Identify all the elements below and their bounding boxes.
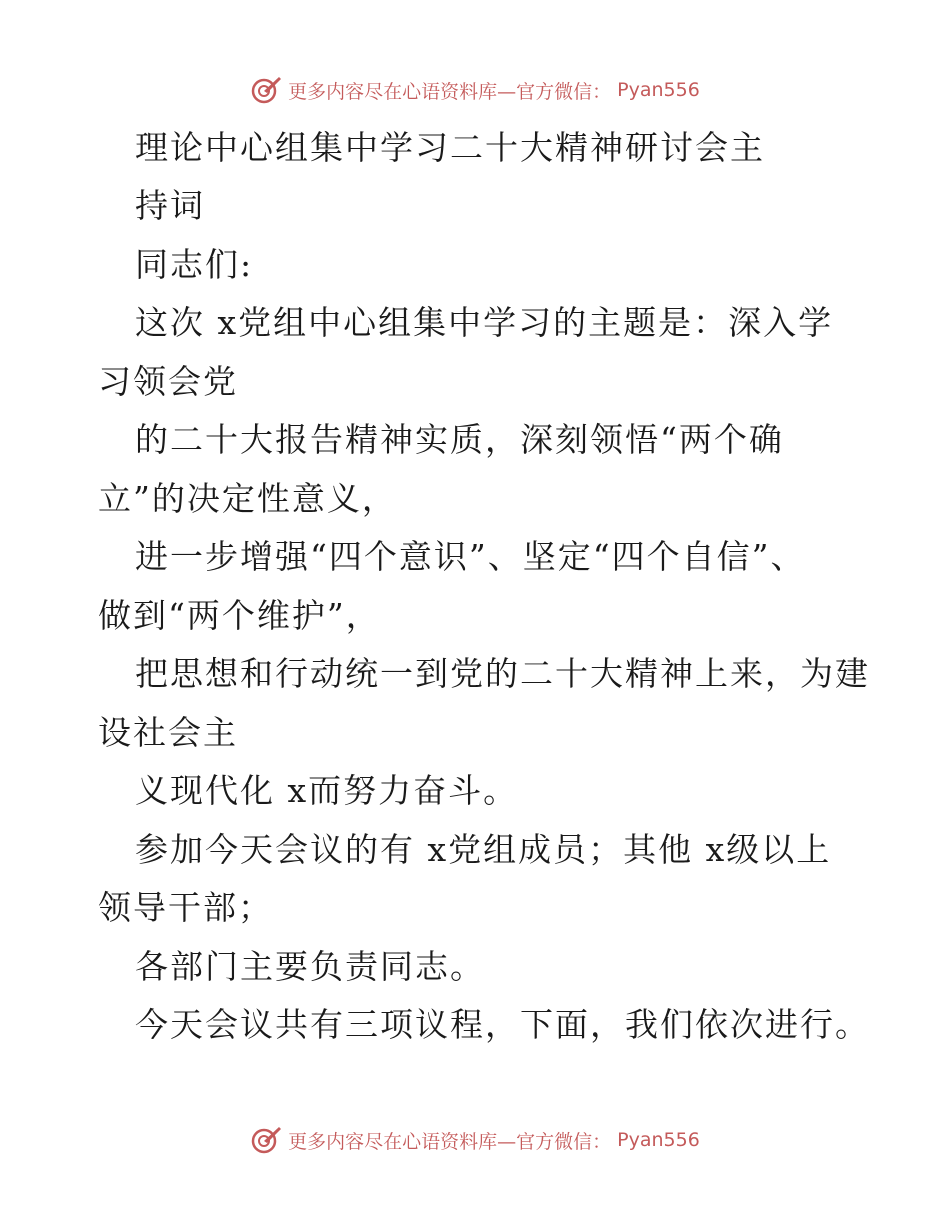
watermark-wechat-id: Pyan556 [617, 79, 700, 101]
doc-paragraph-line: 习领会党 [98, 362, 238, 401]
watermark-footer [0, 1124, 950, 1156]
pen-nib-logo-icon [250, 1124, 282, 1156]
watermark-text: 更多内容尽在心语资料库—官方微信： [288, 80, 612, 103]
doc-paragraph-line: 义现代化 x而努力奋斗。 [135, 771, 519, 810]
watermark-text: 更多内容尽在心语资料库—官方微信： [288, 1130, 612, 1153]
doc-paragraph-line: 各部门主要负责同志。 [135, 947, 485, 986]
watermark-wechat-id: Pyan556 [617, 1129, 700, 1151]
pen-nib-logo-icon [250, 74, 282, 106]
doc-paragraph-line: 领导干部； [98, 888, 273, 927]
doc-title-line-1: 理论中心组集中学习二十大精神研讨会主 [135, 128, 765, 167]
doc-paragraph-line: 设社会主 [98, 713, 238, 752]
watermark-header [0, 74, 950, 106]
doc-paragraph-line: 今天会议共有三项议程，下面，我们依次进行。 [135, 1005, 870, 1044]
doc-paragraph-line: 参加今天会议的有 x党组成员；其他 x级以上 [135, 830, 832, 869]
doc-title-line-2: 持词 [135, 186, 205, 225]
doc-paragraph-line: 进一步增强“四个意识”、坚定“四个自信”、 [135, 537, 806, 576]
doc-salutation: 同志们: [135, 245, 254, 284]
doc-paragraph-line: 把思想和行动统一到党的二十大精神上来，为建 [135, 654, 870, 693]
doc-paragraph-line: 的二十大报告精神实质，深刻领悟“两个确 [135, 420, 784, 459]
doc-paragraph-line: 立”的决定性意义， [98, 479, 397, 518]
doc-paragraph-line: 这次 x党组中心组集中学习的主题是：深入学 [135, 303, 834, 342]
doc-paragraph-line: 做到“两个维护”， [98, 596, 381, 635]
